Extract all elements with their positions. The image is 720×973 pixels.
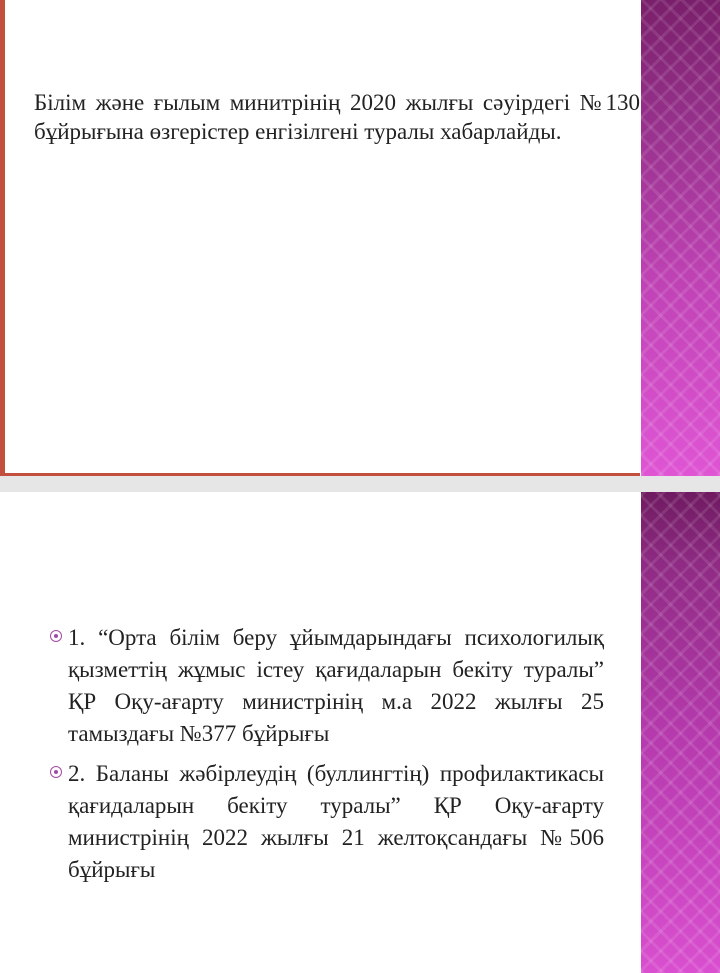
decorative-side-strip	[641, 0, 720, 476]
slide-1-text: Білім және ғылым минитрінің 2020 жылғы сәуірдегі №130 бұйрығына өзгерістер енгізілгені туралы хабарлайды.	[34, 90, 640, 144]
regulation-list	[48, 622, 604, 894]
bullet-circle-icon	[50, 630, 62, 642]
list-item-text: 2. Баланы жәбірлеудің (буллингтің) профилактикасы қағидаларын бекіту туралы” ҚР Оқу-ағарту министрінің 2022 жылғы 21 желтоқсандағы №506 бұйрығы	[68, 761, 604, 882]
list-item	[48, 758, 604, 886]
bottom-accent-bar	[0, 473, 640, 476]
slide-1	[0, 0, 720, 476]
list-item-text: 1. “Орта білім беру ұйымдарындағы психологилық қызметтің жұмыс істеу қағидаларын бекіту туралы” ҚР Оқу-ағарту министрінің м.а 2022 жылғы 25 тамыздағы №377 бұйрығы	[68, 625, 604, 746]
list-item	[48, 622, 604, 750]
decorative-side-strip	[641, 492, 720, 973]
bullet-circle-icon	[50, 766, 62, 778]
left-accent-bar	[0, 0, 5, 476]
